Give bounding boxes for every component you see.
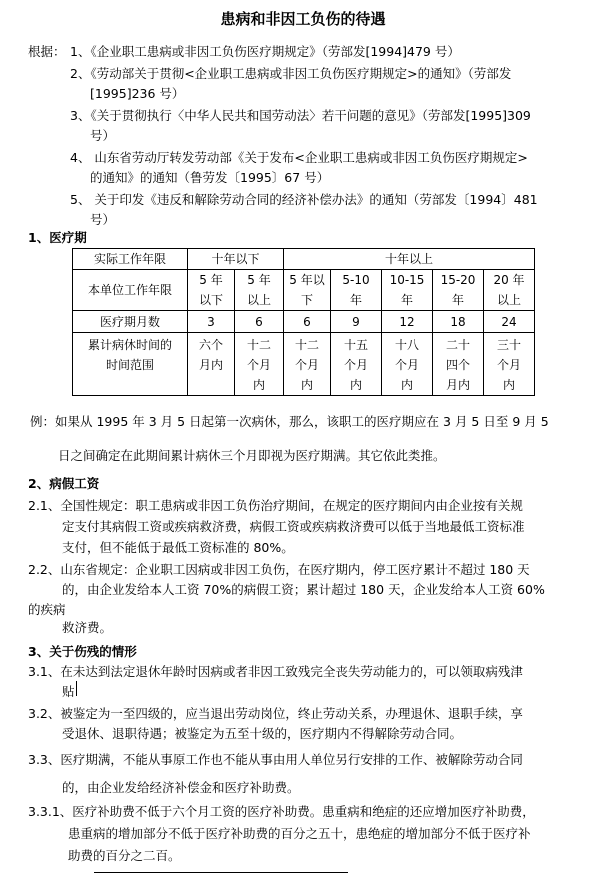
paragraph-3-3: 3.3、医疗期满，不能从事原工作也不能从事由用人单位另行安排的工作、被解除劳动合同 <box>28 752 523 767</box>
paragraph-3-1-cont: 贴 <box>62 684 75 699</box>
table-cell: 18 <box>433 311 484 333</box>
table-cell: 5-10 年 <box>331 270 382 311</box>
basis-item-3-cont: 号） <box>90 128 116 143</box>
basis-item-5-cont: 号） <box>90 212 116 227</box>
table-cell: 6 <box>235 311 284 333</box>
section-heading-disability: 3、关于伤残的情形 <box>28 644 137 659</box>
table-cell: 12 <box>382 311 433 333</box>
table-row-label: 累计病休时间的 时间范围 <box>73 333 188 396</box>
footnote-divider <box>94 872 348 873</box>
paragraph-3-3-1-cont: 患重病的增加部分不低于医疗补助费的百分之五十，患绝症的增加部分不低于医疗补 <box>68 826 531 841</box>
table-cell: 十二 个月 内 <box>235 333 284 396</box>
basis-item-2-cont: [1995]236 号） <box>90 86 185 101</box>
table-cell: 5 年 以上 <box>235 270 284 311</box>
table-cell: 十二 个月 内 <box>284 333 331 396</box>
table-cell: 十五 个月 内 <box>331 333 382 396</box>
paragraph-3-1: 3.1、在未达到法定退休年龄时因病或者非因工致残完全丧失劳动能力的，可以领取病残津 <box>28 664 523 679</box>
table-row-label: 本单位工作年限 <box>73 270 188 311</box>
example-text-cont: 日之间确定在此期间累计病休三个月即视为医疗期满。其它依此类推。 <box>58 448 446 463</box>
paragraph-2-1: 2.1、全国性规定：职工患病或非因工负伤治疗期间，在规定的医疗期间内由企业按有关规 <box>28 498 523 513</box>
page-title: 患病和非因工负伤的待遇 <box>220 10 386 28</box>
table-cell: 15-20 年 <box>433 270 484 311</box>
paragraph-2-1-cont: 支付，但不能低于最低工资标准的 80%。 <box>62 540 294 555</box>
text-cursor <box>76 681 77 696</box>
table-row-label: 医疗期月数 <box>73 311 188 333</box>
section-heading-sick-pay: 2、病假工资 <box>28 476 100 491</box>
paragraph-3-3-1: 3.3.1、医疗补助费不低于六个月工资的医疗补助费。患重病和绝症的还应增加医疗补助费， <box>28 804 535 819</box>
paragraph-3-3-1-cont: 助费的百分之二百。 <box>68 848 181 863</box>
paragraph-3-2-cont: 受退休、退职待遇；被鉴定为五至十级的，医疗期内不得解除劳动合同。 <box>62 726 463 741</box>
basis-item-4-cont: 的通知》的通知（鲁劳发〔1995〕67 号） <box>90 170 330 185</box>
basis-item-2: 2、《劳动部关于贯彻<企业职工患病或非因工负伤医疗期规定>的通知》（劳部发 <box>70 66 512 81</box>
table-cell: 3 <box>188 311 235 333</box>
basis-item-5: 5、 关于印发《违反和解除劳动合同的经济补偿办法》的通知（劳部发〔1994〕481 <box>70 192 538 207</box>
basis-label: 根据： <box>28 44 66 59</box>
table-cell: 六个 月内 <box>188 333 235 396</box>
basis-item-3: 3、《关于贯彻执行〈中华人民共和国劳动法〉若干问题的意见》（劳部发[1995]309 <box>70 108 531 123</box>
basis-item-1: 1、《企业职工患病或非因工负伤医疗期规定》（劳部发[1994]479 号） <box>70 44 460 59</box>
table-cell: 三十 个月 内 <box>484 333 535 396</box>
paragraph-2-2-cont: 的疾病 <box>28 602 66 617</box>
table-cell: 6 <box>284 311 331 333</box>
table-cell: 24 <box>484 311 535 333</box>
paragraph-2-2-cont: 的，由企业发给本人工资 70%的病假工资；累计超过 180 天，企业发给本人工资 60% <box>62 582 545 597</box>
table-header-cell: 实际工作年限 <box>73 249 188 270</box>
paragraph-3-3-cont: 的，由企业发给经济补偿金和医疗补助费。 <box>62 780 300 795</box>
table-cell: 二十 四个 月内 <box>433 333 484 396</box>
table-cell: 十八 个月 内 <box>382 333 433 396</box>
table-header-cell: 十年以下 <box>188 249 284 270</box>
table-cell: 20 年 以上 <box>484 270 535 311</box>
table-cell: 10-15 年 <box>382 270 433 311</box>
paragraph-2-1-cont: 定支付其病假工资或疾病救济费，病假工资或疾病救济费可以低于当地最低工资标准 <box>62 519 525 534</box>
paragraph-3-2: 3.2、被鉴定为一至四级的，应当退出劳动岗位，终止劳动关系，办理退休、退职手续，享 <box>28 706 523 721</box>
paragraph-2-2-cont: 救济费。 <box>62 620 113 635</box>
basis-item-4: 4、 山东省劳动厅转发劳动部《关于发布<企业职工患病或非因工负伤医疗期规定> <box>70 150 528 165</box>
table-header-cell: 十年以上 <box>284 249 535 270</box>
paragraph-2-2: 2.2、山东省规定：企业职工因病或非因工负伤，在医疗期内，停工医疗累计不超过 180 天 <box>28 562 530 577</box>
example-text: 例：如果从 1995 年 3 月 5 日起第一次病休，那么，该职工的医疗期应在 3 月 5 日至 9 月 5 <box>30 414 549 429</box>
section-heading-medical-period: 1、医疗期 <box>28 230 87 245</box>
medical-period-table <box>72 248 535 396</box>
table-cell: 5 年 以下 <box>188 270 235 311</box>
table-cell: 9 <box>331 311 382 333</box>
table-cell: 5 年以 下 <box>284 270 331 311</box>
